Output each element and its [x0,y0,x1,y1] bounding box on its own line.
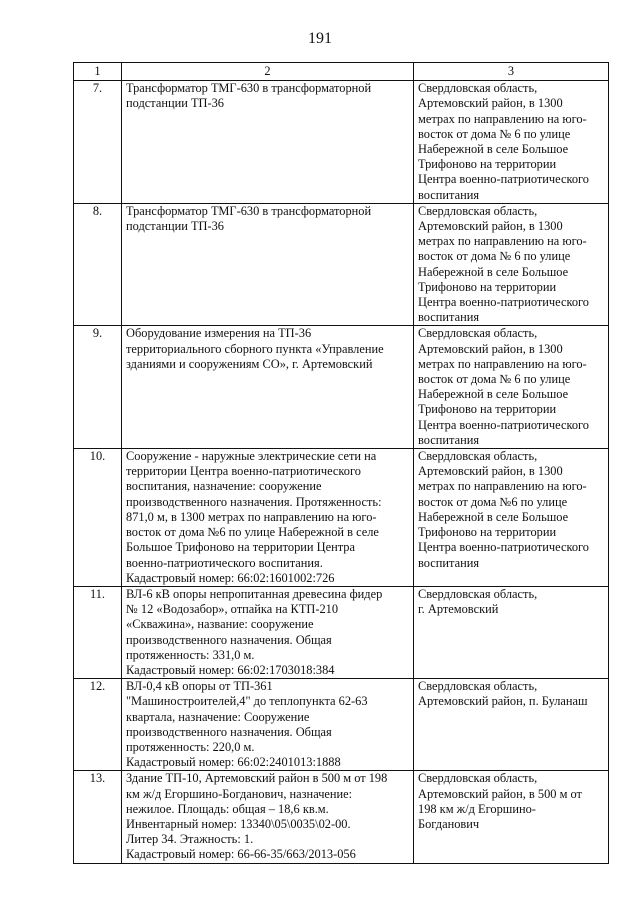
location-line: воспитания [418,432,480,447]
row-number: 7. [74,81,122,204]
column-header-number: 1 [74,63,122,81]
location-line: Артемовский район, в 1300 [418,219,563,234]
description-line: территории Центра военно-патриотического [126,464,361,479]
description-line: подстанции ТП-36 [126,96,224,111]
property-table [73,62,609,864]
location-line: 198 км ж/д Егоршино- [418,801,536,816]
page-number: 191 [308,30,332,47]
table-row [74,326,609,449]
object-description-cell [122,449,414,587]
description-line: производственного назначения. Общая [126,724,332,739]
object-location-cell [414,586,609,678]
location-line: воспитания [418,310,480,325]
location-line: Свердловская область, [418,203,538,218]
location-line: Богданович [418,816,480,831]
location-line: Артемовский район, в 1300 [418,341,563,356]
location-line: Трифоново на территории [418,525,557,540]
location-line: Свердловская область, [418,586,538,601]
location-line: Центра военно-патриотического [418,295,590,310]
description-line: Трансформатор ТМГ-630 в трансформаторной [126,81,372,96]
description-line: № 12 «Водозабор», отпайка на КТП-210 [126,602,339,617]
row-number: 8. [74,203,122,326]
description-line: Оборудование измерения на ТП-36 [126,326,312,341]
description-line: Литер 34. Этажность: 1. [126,832,254,847]
description-line: Трансформатор ТМГ-630 в трансформаторной [126,203,372,218]
object-location-cell [414,81,609,204]
location-line: метрах по направлению на юго- [418,356,587,371]
description-line: Кадастровый номер: 66-66-35/663/2013-056 [126,847,356,862]
table-row [74,679,609,771]
location-line: Центра военно-патриотического [418,172,590,187]
description-line: «Скважина», название: сооружение [126,617,314,632]
location-line: Артемовский район, п. Буланаш [418,694,588,709]
location-line: г. Артемовский [418,602,499,617]
location-line: Артемовский район, в 500 м от [418,786,582,801]
object-description-cell [122,81,414,204]
location-line: восток от дома №6 по улице [418,494,568,509]
description-line: Кадастровый номер: 66:02:1703018:384 [126,662,335,677]
description-line: Сооружение - наружные электрические сети на [126,449,377,464]
description-line: Кадастровый номер: 66:02:1601002:726 [126,570,335,585]
location-line: Артемовский район, в 1300 [418,464,563,479]
location-line: Центра военно-патриотического [418,540,590,555]
description-line: территориального сборного пункта «Управление [126,341,384,356]
location-line: Набережной в селе Большое [418,387,569,402]
row-number: 10. [74,449,122,587]
description-line: подстанции ТП-36 [126,219,224,234]
location-line: Артемовский район, в 1300 [418,96,563,111]
object-description-cell [122,326,414,449]
description-line: нежилое. Площадь: общая – 18,6 кв.м. [126,801,329,816]
description-line: ВЛ-0,4 кВ опоры от ТП-361 [126,679,273,694]
description-line: восток от дома №6 по улице Набережной в селе [126,525,379,540]
location-line: метрах по направлению на юго- [418,111,587,126]
location-line: Набережной в селе Большое [418,142,569,157]
table-row [74,203,609,326]
location-line: восток от дома № 6 по улице [418,372,571,387]
table-row [74,81,609,204]
object-description-cell [122,771,414,863]
location-line: восток от дома № 6 по улице [418,126,571,141]
location-line: Набережной в селе Большое [418,264,569,279]
description-line: Кадастровый номер: 66:02:2401013:1888 [126,755,341,770]
location-line: Трифоново на территории [418,157,557,172]
table-row [74,586,609,678]
location-line: метрах по направлению на юго- [418,479,587,494]
table-header-row [74,63,609,81]
object-location-cell [414,203,609,326]
description-line: производственного назначения. Протяженность: [126,494,382,509]
location-line: воспитания [418,555,480,570]
object-location-cell [414,449,609,587]
description-line: ВЛ-6 кВ опоры непропитанная древесина фидер [126,586,383,601]
object-description-cell [122,679,414,771]
object-location-cell [414,326,609,449]
location-line: Свердловская область, [418,326,538,341]
object-description-cell [122,203,414,326]
location-line: Центра военно-патриотического [418,417,590,432]
description-line: км ж/д Егоршино-Богданович, назначение: [126,786,353,801]
description-line: Большое Трифоново на территории Центра [126,540,356,555]
location-line: Набережной в селе Большое [418,509,569,524]
location-line: метрах по направлению на юго- [418,234,587,249]
column-header-location: 3 [414,63,609,81]
description-line: Здание ТП-10, Артемовский район в 500 м от 198 [126,771,388,786]
description-line: "Машиностроителей,4" до теплопункта 62-63 [126,694,368,709]
description-line: 871,0 м, в 1300 метрах по направлению на юго- [126,509,377,524]
location-line: Трифоново на территории [418,279,557,294]
row-number: 9. [74,326,122,449]
location-line: воспитания [418,187,480,202]
description-line: производственного назначения. Общая [126,632,332,647]
location-line: Свердловская область, [418,679,538,694]
row-number: 12. [74,679,122,771]
row-number: 13. [74,771,122,863]
description-line: воспитания, назначение: сооружение [126,479,322,494]
location-line: восток от дома № 6 по улице [418,249,571,264]
location-line: Свердловская область, [418,771,538,786]
object-location-cell [414,679,609,771]
description-line: протяженность: 220,0 м. [126,739,255,754]
row-number: 11. [74,586,122,678]
location-line: Свердловская область, [418,81,538,96]
object-description-cell [122,586,414,678]
table-row [74,771,609,863]
description-line: протяженность: 331,0 м. [126,647,255,662]
description-line: военно-патриотического воспитания. [126,555,323,570]
location-line: Свердловская область, [418,449,538,464]
description-line: квартала, назначение: Сооружение [126,709,310,724]
location-line: Трифоново на территории [418,402,557,417]
table-row [74,449,609,587]
description-line: Инвентарный номер: 13340\05\0035\02-00. [126,816,351,831]
description-line: зданиями и сооружениям СО», г. Артемовский [126,356,373,371]
object-location-cell [414,771,609,863]
column-header-description: 2 [122,63,414,81]
